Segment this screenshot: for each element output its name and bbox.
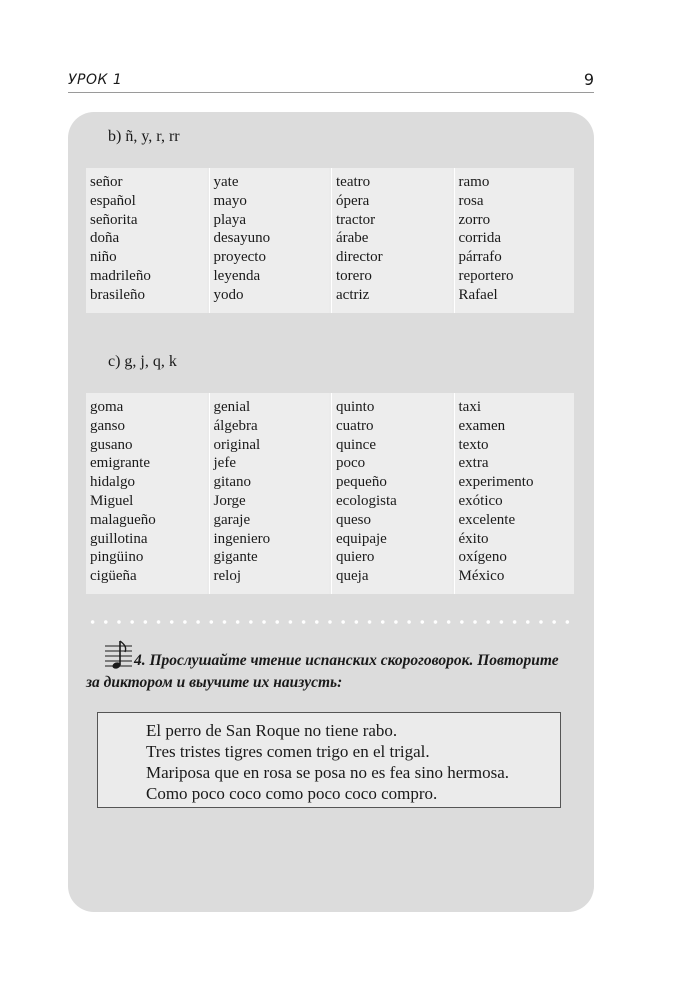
word: equipaje <box>336 530 387 547</box>
word: álgebra <box>213 417 258 434</box>
word: tractor <box>336 211 376 228</box>
word: goma <box>90 399 124 415</box>
word: reportero <box>458 267 514 284</box>
word: experimento <box>458 474 534 491</box>
word: párrafo <box>458 249 502 266</box>
word-column <box>209 168 330 313</box>
word: doña <box>90 230 120 247</box>
word-column <box>331 168 452 313</box>
word: señorita <box>90 211 138 228</box>
word: queso <box>336 511 371 528</box>
word: oxígeno <box>458 549 507 566</box>
word: hidalgo <box>90 474 135 491</box>
word: yate <box>213 174 239 190</box>
word: quiero <box>336 549 375 566</box>
word: emigrante <box>90 455 150 472</box>
word: playa <box>213 211 246 228</box>
word: cigüeña <box>90 568 137 585</box>
word: excelente <box>458 511 516 528</box>
word: Rafael <box>458 286 498 303</box>
word: malagueño <box>90 511 156 528</box>
word-column <box>454 393 575 594</box>
word: queja <box>336 568 369 585</box>
word: gusano <box>90 436 133 453</box>
word: yodo <box>213 286 244 303</box>
word: pingüino <box>90 549 144 566</box>
word: genial <box>213 399 251 415</box>
page-header <box>68 70 594 93</box>
word: gitano <box>213 474 251 491</box>
exercise-instruction <box>86 650 586 694</box>
word-table-b <box>86 168 574 313</box>
word: guillotina <box>90 530 148 547</box>
tongue-twister-line: Tres tristes tigres comen trigo en el trigal. <box>146 742 430 761</box>
word: original <box>213 436 261 453</box>
word: reloj <box>213 568 241 585</box>
word: taxi <box>458 399 481 415</box>
instruction-line-1: 4. Прослушайте чтение испанских скороговорок. Повторите <box>134 652 559 669</box>
word: árabe <box>336 230 369 247</box>
word-table-c <box>86 393 574 594</box>
word: desayuno <box>213 230 271 247</box>
word: señor <box>90 174 123 190</box>
word: leyenda <box>213 267 261 284</box>
word: mayo <box>213 192 247 209</box>
word: gigante <box>213 549 258 566</box>
word: niño <box>90 249 117 266</box>
word-column <box>86 393 207 594</box>
tongue-twister-line: El perro de San Roque no tiene rabo. <box>146 721 398 740</box>
section-title-b: b) ñ, y, r, rr <box>108 128 180 145</box>
word: texto <box>458 436 489 453</box>
word: madrileño <box>90 267 151 284</box>
word: ecologista <box>336 492 397 509</box>
instruction-line-2: за диктором и выучите их наизусть: <box>86 674 343 691</box>
word: corrida <box>458 230 501 247</box>
word-column <box>331 393 452 594</box>
word: cuatro <box>336 417 374 434</box>
word: Miguel <box>90 492 134 509</box>
word: zorro <box>458 211 491 228</box>
word: director <box>336 249 383 266</box>
word: poco <box>336 455 366 472</box>
word: brasileño <box>90 286 145 303</box>
lesson-title: УРОК 1 <box>68 72 123 88</box>
word: ramo <box>458 174 490 190</box>
word-column <box>209 393 330 594</box>
word: ópera <box>336 192 370 209</box>
word: pequeño <box>336 474 387 491</box>
word: México <box>458 568 505 585</box>
word: español <box>90 192 136 209</box>
word: éxito <box>458 530 489 547</box>
word: jefe <box>213 455 236 472</box>
word-column <box>86 168 207 313</box>
word: ingeniero <box>213 530 271 547</box>
word: actriz <box>336 286 370 303</box>
word: Jorge <box>213 492 246 509</box>
word: extra <box>458 455 489 472</box>
word: teatro <box>336 174 371 190</box>
tongue-twister-line: Mariposa que en rosa se posa no es fea sino hermosa. <box>146 763 510 782</box>
word: torero <box>336 267 372 284</box>
word-column <box>454 168 575 313</box>
word: proyecto <box>213 249 266 266</box>
word: exótico <box>458 492 503 509</box>
word: quince <box>336 436 376 453</box>
tongue-twister-line: Como poco coco como poco coco compro. <box>146 784 438 803</box>
word: garaje <box>213 511 251 528</box>
section-title-c: c) g, j, q, k <box>108 353 177 370</box>
word: examen <box>458 417 506 434</box>
word: ganso <box>90 417 125 434</box>
dotted-divider <box>86 619 576 625</box>
word: quinto <box>336 399 375 415</box>
page-number: 9 <box>583 70 594 89</box>
word: rosa <box>458 192 484 209</box>
tongue-twister-box <box>97 712 561 808</box>
